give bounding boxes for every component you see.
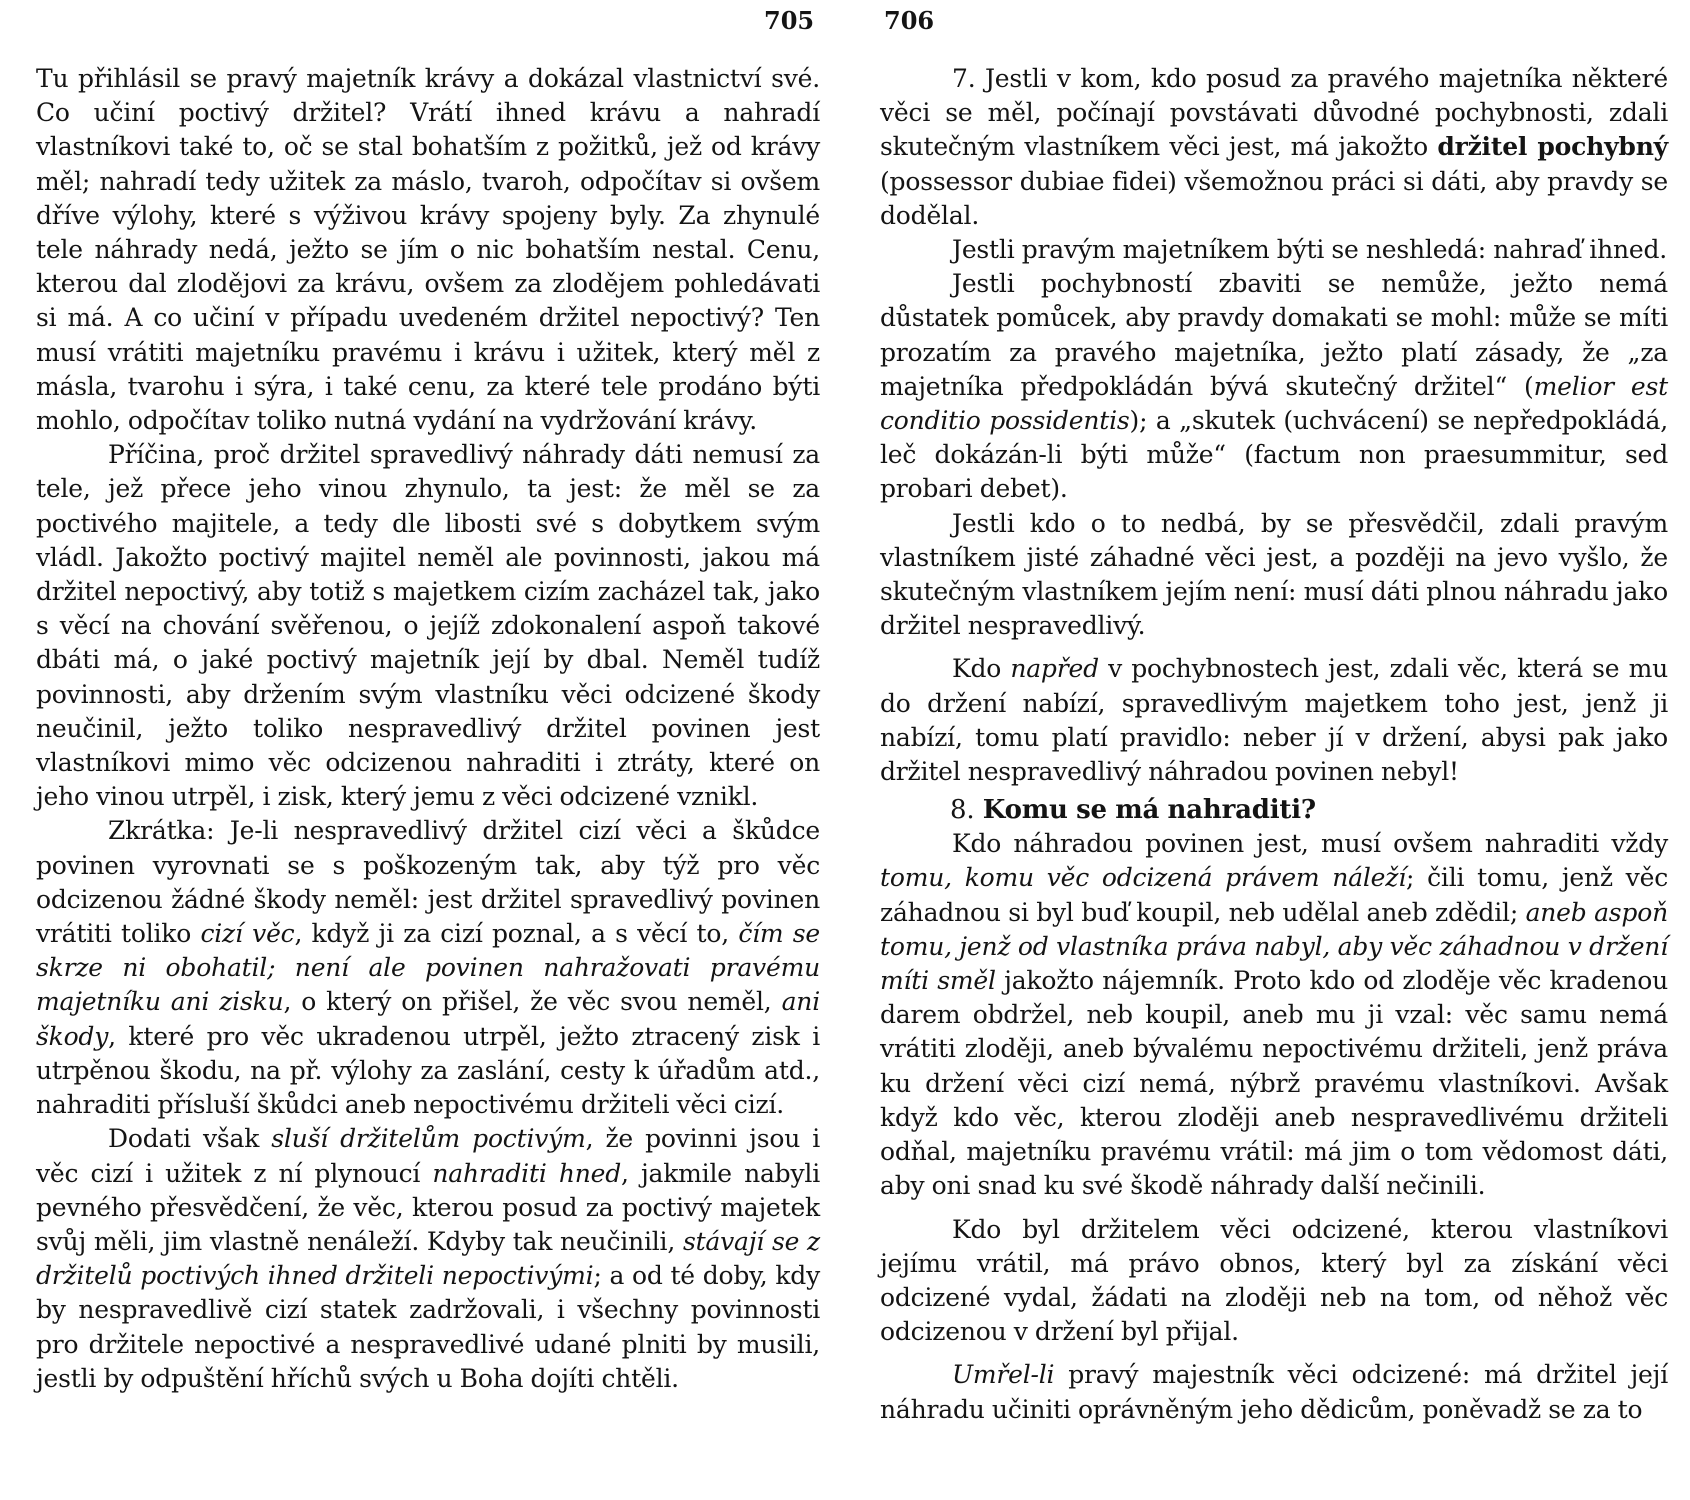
left-page	[36, 62, 820, 1396]
text-run: (possessor dubiae fidei) všemožnou práci si dáti, aby pravdy se dodělal.	[880, 166, 1668, 230]
page-number-right: 706	[884, 6, 935, 35]
section-number: 8.	[950, 795, 975, 826]
text-run: Tu přihlásil se pravý majetník krávy a dokázal vlastnictví své. Co učiní poctivý držitel? Vrátí ihned krávu a nahradí vlastníkovi také to, oč se stal bohatším z požitků, jež od krávy měl; nahradí tedy užitek za máslo, tvaroh, odpočítav si ovšem dříve výlohy, které s výživou krávy spojeny byly. Za zhynulé tele náhrady nedá, ježto se jím o nic bohatším nestal. Cenu, kterou dal zlodějovi za krávu, ovšem za zlodějem pohledávati si má. A co učiní v případu uvedeném držitel nepoctivý? Ten musí vrátiti majetníku pravému i krávu i užitek, který měl z másla, tvarohu i sýra, i také cenu, za které tele prodáno býti mohlo, odpočítav toliko nutná vydání na vydržování krávy.	[36, 64, 820, 436]
text-run: ; a od té doby, kdy by nespravedlivě cizí statek zadržovali, i všechny povinnosti pro držitele nepoctivé a nespravedlivé udané plniti by musili, jestli by odpuštění hříchů svých u Boha dojíti chtěli.	[36, 1261, 820, 1393]
paragraph	[880, 652, 1668, 789]
paragraph	[36, 62, 820, 438]
text-run: jakožto nájemník. Proto kdo od zloděje věc kradenou darem obdržel, neb koupil, aneb mu ji vzal: věc samu nemá vrátiti zloději, aneb bývalému nepoctivému držiteli, jenž práva ku držení věci cizí nemá, nýbrž pravému vlastníkovi. Avšak když kdo věc, kterou zloději aneb nespravedlivému držiteli odňal, majetníku pravému vrátil: má jim o tom vědomost dáti, aby oni snad ku své škodě náhrady další nečinili.	[880, 966, 1668, 1201]
section-title: Komu se má nahraditi?	[982, 795, 1316, 826]
paragraph	[880, 827, 1668, 1203]
text-run: ); a „skutek (uchvácení) se nepředpokládá, leč dokázán-li býti může“ (factum non praesummitur, sed probari debet).	[880, 406, 1668, 504]
text-run: Kdo náhradou povinen jest, musí ovšem nahraditi vždy	[952, 829, 1668, 859]
italic-run: stávají se z držitelů poctivých ihned držiteli nepoctivými	[36, 1226, 820, 1291]
paragraph	[36, 438, 820, 814]
text-run: Příčina, proč držitel spravedlivý náhrady dáti nemusí za tele, jež přece jeho vinou zhynulo, ta jest: že měl se za poctivého majitele, a tedy dle libosti své s dobytkem svým vládl. Jakožto poctivý majitel neměl ale povinnosti, jakou má držitel nepoctivý, aby totiž s majetkem cizím zacházel tak, jako s věcí na chování svěřenou, o jejíž zdokonalení aspoň takové dbáti má, o jaké poctivý majetník její by dbal. Neměl tudíž povinnosti, aby držením svým vlastníku věci odcizené škody neučinil, ježto toliko nespravedlivý držitel povinen jest vlastníkovi mimo věc odcizenou nahraditi i ztráty, které on jeho vinou utrpěl, i zisk, který jemu z věci odcizené vznikl.	[36, 440, 820, 812]
text-run: Kdo	[952, 654, 1011, 684]
italic-run: cizí věc	[200, 919, 295, 949]
paragraph	[36, 1122, 820, 1396]
text-run: ; čili tomu, jenž věc záhadnou si byl buď koupil, neb udělal aneb zdědil;	[880, 863, 1668, 927]
text-run: Dodati však	[108, 1124, 272, 1154]
paragraph	[880, 233, 1668, 267]
italic-run: Umřel-li	[952, 1360, 1055, 1390]
italic-run: ani škody	[36, 987, 820, 1051]
text-run: , jakmile nabyli pevného přesvědčení, že věc, kterou posud za poctivý majetek svůj měli, jim vlastně nenáleží. Kdyby tak neučinili,	[36, 1158, 820, 1256]
text-run: , že povinni jsou i věc cizí i užitek z ní plynoucí	[36, 1124, 820, 1188]
paragraph	[880, 62, 1668, 233]
text-run: Jestli kdo o to nedbá, by se přesvědčil, zdali pravým vlastníkem jisté záhadné věci jest, a později na jevo vyšlo, že skutečným vlastníkem jejím není: musí dáti plnou náhradu jako držitel nespravedlivý.	[880, 508, 1668, 641]
text-run: Jestli pochybností zbaviti se nemůže, ježto nemá důstatek pomůcek, aby pravdy domakati se mohl: může se míti prozatím za pravého majetníka, ježto platí zásady, že „za majetníka předpokládán bývá skutečný držitel“ (	[880, 269, 1668, 401]
text-run: Jestli pravým majetníkem býti se neshledá: nahraď ihned.	[952, 235, 1668, 265]
text-run: v pochybnostech jest, zdali věc, která se mu do držení nabízí, spravedlivým majetkem toho jest, jenž ji nabízí, tomu platí pravidlo: neber jí v držení, abysi pak jako držitel nespravedlivý náhradou povinen nebyl!	[880, 654, 1668, 787]
text-run: 7. Jestli v kom, kdo posud za pravého majetníka některé věci se měl, počínají povstávati důvodné pochybnosti, zdali skutečným vlastníkem věci jest, má jakožto	[880, 64, 1668, 162]
text-run: , když ji za cizí poznal, a s věcí to,	[294, 919, 739, 949]
text-run: Zkrátka: Je-li nespravedlivý držitel cizí věci a škůdce povinen vyrovnati se s poškozeným tak, aby týž pro věc odcizenou žádné škody neměl: jest držitel spravedlivý povinen vrátiti toliko	[36, 816, 820, 949]
italic-run: napřed	[1010, 654, 1099, 684]
bold-term: držitel pochybný	[1437, 132, 1668, 162]
section-heading	[880, 793, 1668, 827]
paragraph	[36, 814, 820, 1122]
text-run: Kdo byl držitelem věci odcizené, kterou vlastníkovi jejímu vrátil, má právo obnos, který byl za získání věci odcizené vydal, žádati na zloději neb na tom, od něhož věc odcizenou v držení byl přijal.	[880, 1214, 1668, 1347]
right-page	[880, 62, 1668, 1427]
text-run: , o který on přišel, že věc svou neměl,	[283, 987, 782, 1017]
page-number-left: 705	[764, 6, 815, 35]
text-run: pravý majestník věci odcizené: má držitel její náhradu učiniti oprávněným jeho dědicům, poněvadž se za to	[880, 1360, 1668, 1424]
paragraph	[880, 1358, 1668, 1426]
italic-run: tomu, komu věc odcizená právem náleží	[880, 863, 1407, 893]
paragraph	[880, 267, 1668, 506]
italic-run: sluší držitelům poctivým	[271, 1124, 586, 1154]
italic-run: nahraditi hned	[432, 1158, 622, 1188]
text-run: , které pro věc ukradenou utrpěl, ježto ztracený zisk i utrpěnou škodu, na př. výlohy za zaslání, cesty k úřadům atd., nahraditi přísluší škůdci aneb nepoctivému držiteli věci cizí.	[36, 1021, 820, 1120]
paragraph	[880, 1213, 1668, 1350]
paragraph	[880, 507, 1668, 644]
italic-run: čím se skrze ni obohatil; není ale povinen nahražovati pravému majetníku ani zisku	[36, 919, 820, 1017]
italic-run: melior est conditio possidentis	[880, 371, 1668, 436]
italic-run: aneb aspoň tomu, jenž od vlastníka práva nabyl, aby věc záhadnou v držení míti směl	[880, 897, 1668, 996]
